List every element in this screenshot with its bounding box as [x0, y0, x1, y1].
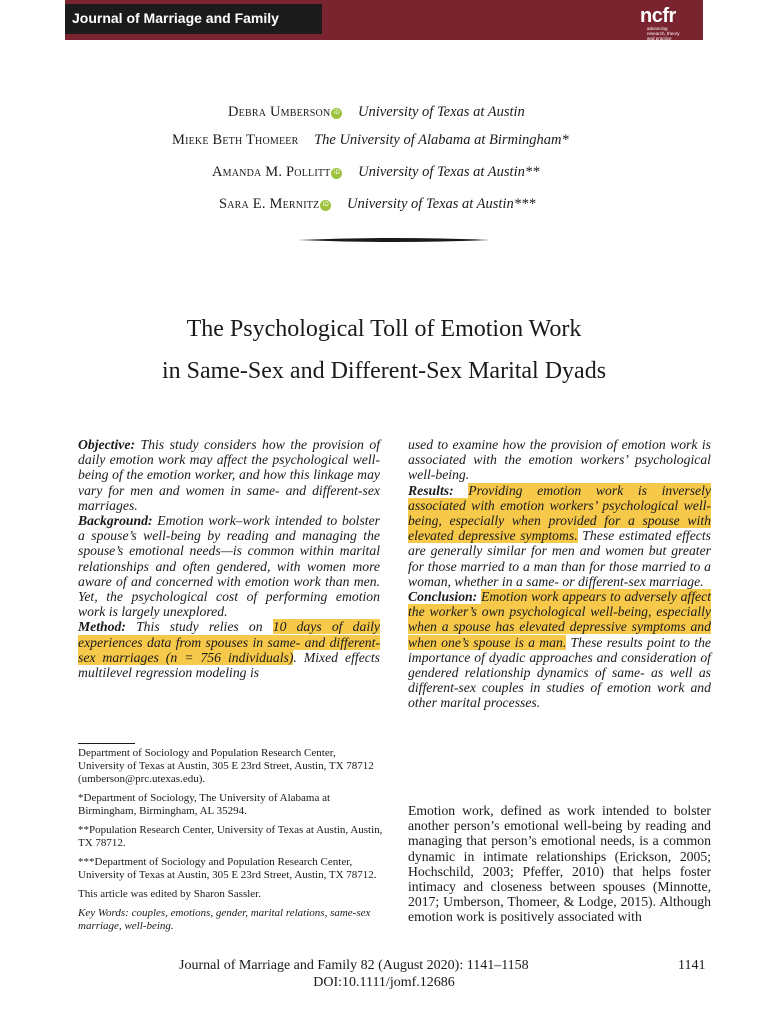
author-row: [172, 129, 569, 151]
article-title-line-1: The Psychological Toll of Emotion Work: [186, 316, 582, 342]
objective-label: Objective:: [78, 437, 135, 452]
results-text: These estimated effects are generally similar for men and women but greater for those married to a man than for those married to a woman, whether in a same- or different-sex marriage.: [408, 528, 711, 589]
background-text: Emotion work–work intended to bolster a spouse’s well-being by reading and managing the spouse’s emotional needs—is common within marital relationships and often gendered, with women more aware of and concerned with emotion work than men. Yet, the psychological cost of performing emotion work is largely unexplored.: [78, 513, 380, 620]
author-name: Debra Umberson: [228, 104, 331, 120]
background-label: Background:: [78, 513, 153, 529]
author-row: [219, 193, 535, 215]
abstract-results: [408, 483, 711, 589]
author-affiliation: University of Texas at Austin***: [346, 196, 536, 212]
conclusion-label: Conclusion:: [408, 589, 478, 605]
article-title-line-2: in Same-Sex and Different-Sex Marital Dyads: [161, 358, 607, 384]
author-affiliation: University of Texas at Austin: [358, 104, 525, 120]
conclusion-highlight: Emotion work appears to adversely affect the worker’s own psychological well-being, especially when a spouse has elevated depressive symptoms and when one’s spouse is a man.: [408, 589, 711, 650]
introduction-text: Emotion work, defined as work intended to bolster another person’s emotional well-being by reading and managing that person’s emotional needs, is a common dynamic in intimate relationships (Erickson, 2005; Hochschild, 2003; Pfeffer, 2010) that helps foster intimacy and closeness between spouses (Minnotte, 2017; Umberson, Thomeer, & Lodge, 2015). Although emotion work is positively associated with: [408, 803, 711, 925]
footnote: ***Department of Sociology and Population Research Center, University of Texas at Austin, 305 E 23rd Street, Austin, TX 78712.: [78, 856, 377, 881]
page-number: 1141: [678, 958, 706, 973]
objective-text: This study considers how the provision of daily emotion work may affect the psychological well-being of the emotion worker, and how this linkage may vary for men and women in same- and different-sex marriages.: [78, 437, 381, 513]
ncfr-logo: [640, 4, 700, 41]
footnote-rule: [78, 743, 135, 744]
results-highlight: Providing emotion work is inversely associated with emotion workers’ psychological well-being, especially when provided for a spouse with elevated depressive symptoms.: [408, 482, 711, 544]
author-row: [212, 161, 539, 183]
orcid-icon[interactable]: iD: [320, 200, 331, 211]
footnote-editor: This article was edited by Sharon Sassler.: [78, 888, 261, 900]
logo-tagline: advancing research, theory and practice: [647, 26, 680, 41]
orcid-icon[interactable]: iD: [331, 108, 342, 119]
author-row: [228, 101, 525, 123]
author-name: Amanda M. Pollitt: [212, 164, 331, 180]
method-continuation: used to examine how the provision of emotion work is associated with the emotion workers’ psychological well-being.: [408, 437, 711, 483]
doi[interactable]: DOI:10.1111/jomf.12686: [313, 975, 455, 990]
citation: Journal of Marriage and Family 82 (August 2020): 1141–1158: [179, 958, 529, 973]
author-affiliation: The University of Alabama at Birmingham*: [314, 132, 569, 148]
ornamental-divider: [298, 237, 490, 243]
orcid-icon[interactable]: iD: [331, 168, 342, 179]
footnotes: [78, 747, 383, 939]
abstract-right-column: [408, 437, 711, 711]
abstract-method: Method: This study relies on 10 days of daily experiences data from spouses in same- and different-sex marriages (n = 756 individuals). Mixed effects multilevel regression modeling is: [78, 619, 380, 681]
abstract-left-column: [78, 437, 380, 680]
keywords: Key Words: couples, emotions, gender, marital relations, same-sex marriage, well-being.: [78, 907, 371, 932]
method-highlight: 10 days of daily experiences data from spouses in same- and different-sex marriages (n = 756 individuals): [78, 619, 380, 665]
author-name: Mieke Beth Thomeer: [172, 132, 299, 148]
method-label: Method:: [78, 619, 126, 635]
author-name: Sara E. Mernitz: [219, 196, 320, 212]
journal-name: Journal of Marriage and Family: [72, 10, 279, 26]
abstract-conclusion: [408, 589, 711, 711]
footnote: Department of Sociology and Population Research Center, University of Texas at Austin, 305 E 23rd Street, Austin, TX 78712 (umberson@prc.utexas.edu).: [78, 747, 374, 785]
author-affiliation: University of Texas at Austin**: [358, 164, 540, 180]
abstract-objective: [78, 437, 380, 513]
conclusion-text: These results point to the importance of dyadic approaches and consideration of gendered relationship dynamics of same- as well as different-sex couples in studies of emotion work and other marital processes.: [408, 634, 711, 711]
abstract-background: [78, 513, 380, 619]
method-text: This study relies on: [136, 619, 263, 635]
results-label: Results:: [408, 482, 454, 498]
footnote: *Department of Sociology, The University of Alabama at Birmingham, Birmingham, AL 35294.: [78, 792, 331, 817]
footnote: **Population Research Center, University of Texas at Austin, Austin, TX 78712.: [78, 824, 383, 849]
logo-text: ncfr: [640, 5, 676, 27]
